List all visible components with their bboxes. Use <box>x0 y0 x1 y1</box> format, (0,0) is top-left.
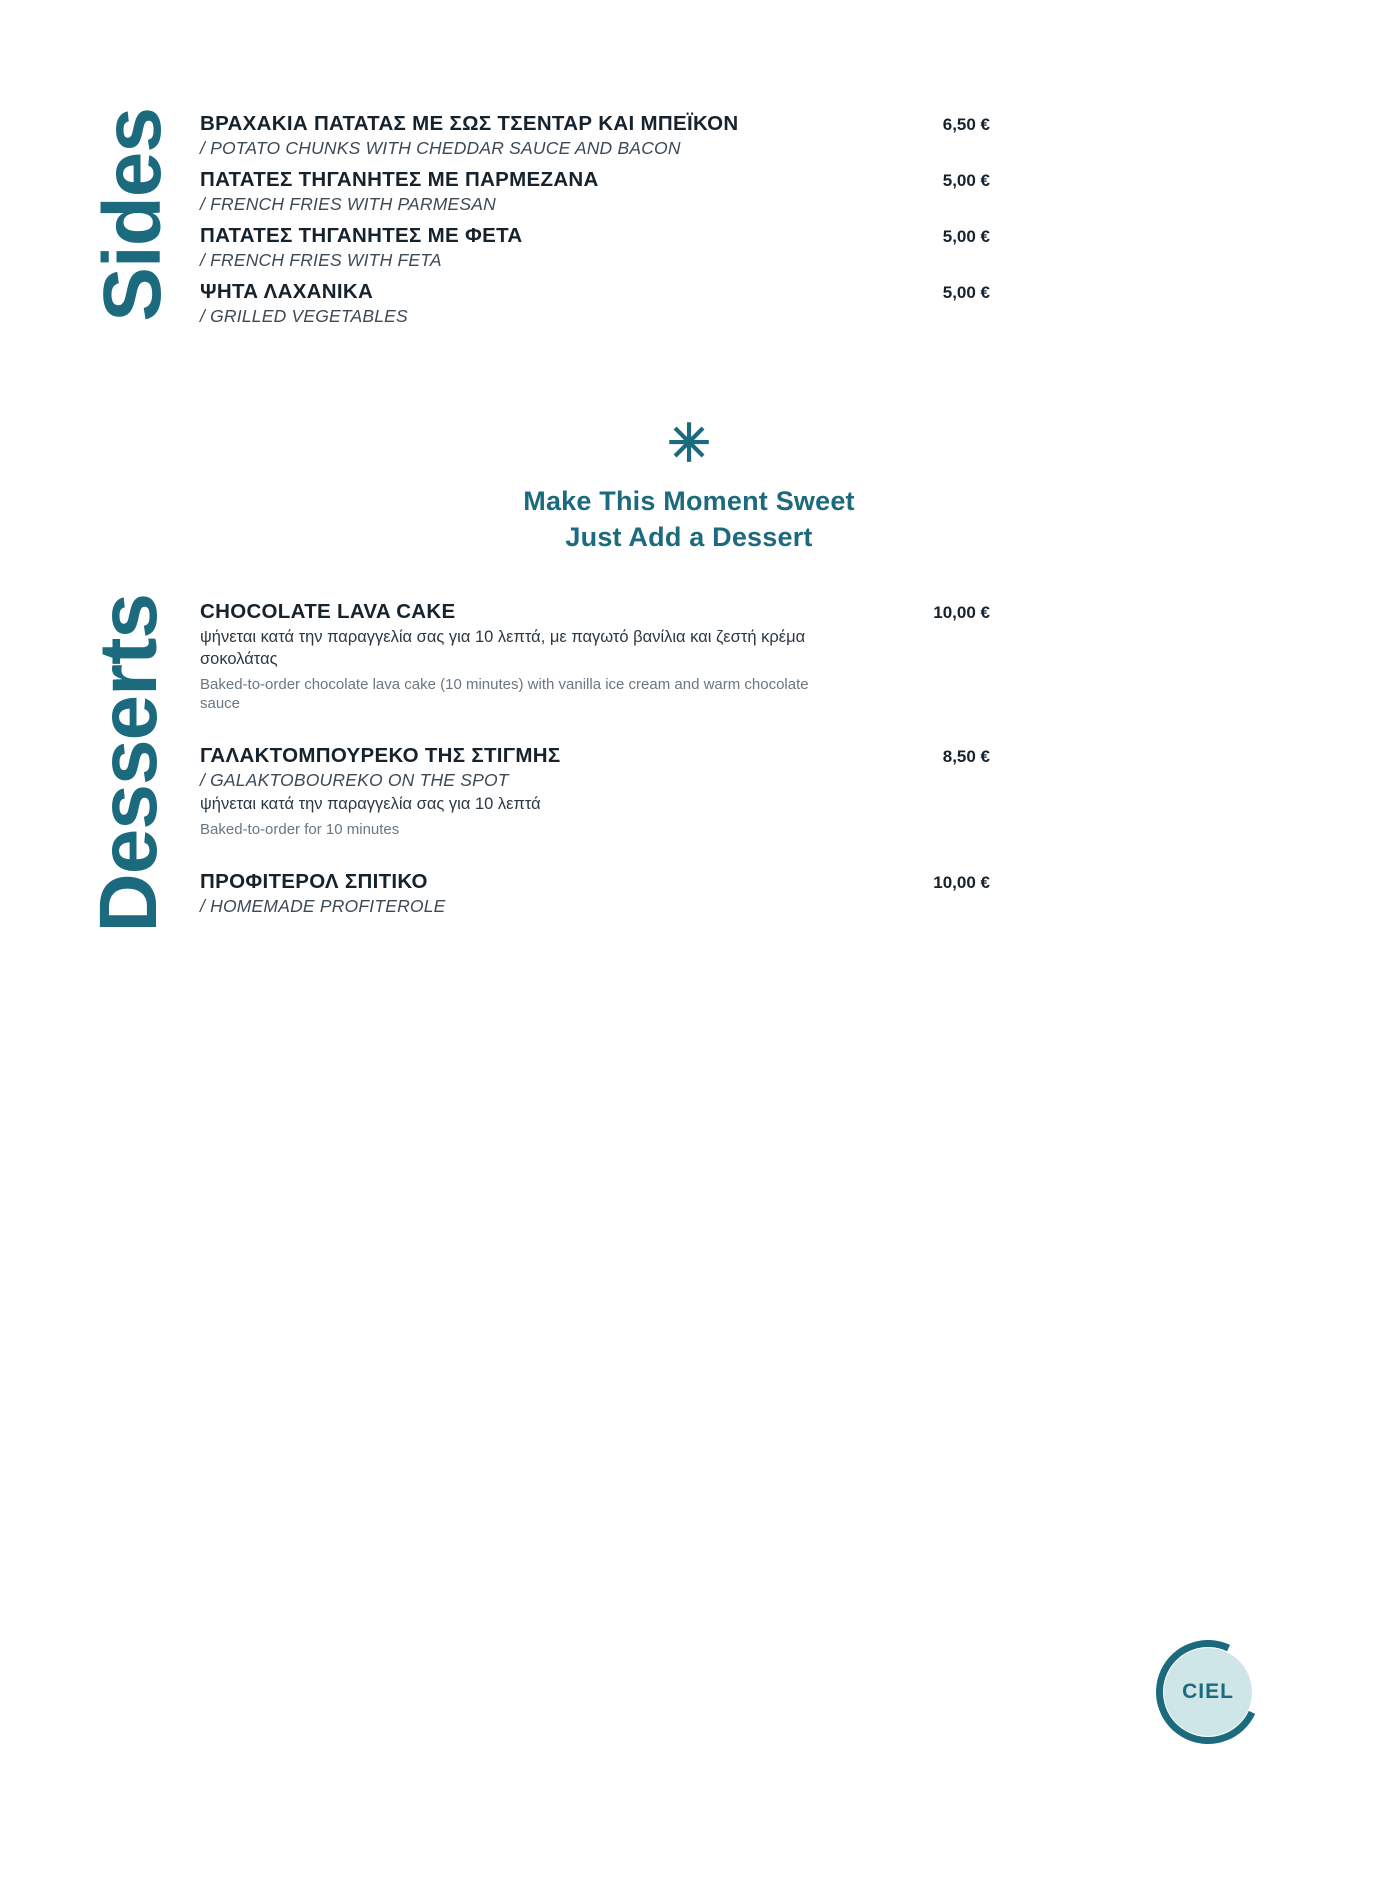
desserts-section <box>200 600 990 947</box>
promo-line-2: Just Add a Dessert <box>565 521 813 552</box>
menu-item-description-gr: ψήνεται κατά την παραγγελία σας για 10 λεπτά <box>200 795 541 814</box>
menu-item <box>200 870 990 917</box>
menu-item-head <box>200 744 990 768</box>
menu-item-name: CHOCOLATE LAVA CAKE <box>200 600 456 623</box>
asterisk-icon: ✳ <box>667 415 711 473</box>
menu-item-name: ΨΗΤΑ ΛΑΧΑΝΙΚΑ <box>200 280 374 303</box>
menu-item <box>200 168 990 215</box>
promo-line-1: Make This Moment Sweet <box>523 486 855 516</box>
menu-item-head <box>200 280 990 304</box>
section-label-sides: Sides <box>87 108 178 322</box>
menu-item <box>200 744 990 840</box>
menu-item-name: ΓΑΛΑΚΤΟΜΠΟΥΡΕΚΟ ΤΗΣ ΣΤΙΓΜΗΣ <box>200 744 561 768</box>
menu-item-name: ΠΡΟΦΙΤΕΡΟΛ ΣΠΙΤΙΚΟ <box>200 869 428 893</box>
menu-item-price: 6,50 € <box>942 115 990 134</box>
menu-item-name: ΒΡΑΧΑΚΙΑ ΠΑΤΑΤΑΣ ΜΕ ΣΩΣ ΤΣΕΝΤΑΡ ΚΑΙ ΜΠΕΪΚΟΝ <box>200 112 739 135</box>
menu-item-price: 5,00 € <box>942 283 990 302</box>
dessert-promo <box>0 415 1378 555</box>
menu-item-description-en: Baked-to-order chocolate lava cake (10 minutes) with vanilla ice cream and warm chocolate sauce <box>200 675 809 713</box>
ciel-logo <box>1156 1640 1260 1744</box>
menu-item-subtitle: / GRILLED VEGETABLES <box>200 306 408 326</box>
menu-item-head <box>200 224 990 248</box>
menu-item-price: 8,50 € <box>942 747 990 767</box>
menu-item <box>200 112 990 159</box>
menu-item-subtitle: / FRENCH FRIES WITH FETA <box>200 250 442 270</box>
menu-item-description-en: Baked-to-order for 10 minutes <box>200 820 400 838</box>
menu-item-price: 10,00 € <box>933 603 990 622</box>
menu-item-name: ΠΑΤΑΤΕΣ ΤΗΓΑΝΗΤΕΣ ΜΕ ΦΕΤΑ <box>200 224 523 247</box>
menu-item-head <box>200 600 990 624</box>
menu-item-price: 5,00 € <box>942 227 990 246</box>
menu-item-subtitle: / FRENCH FRIES WITH PARMESAN <box>200 194 496 214</box>
menu-item-head <box>200 168 990 192</box>
menu-item-subtitle: / GALAKTOBOUREKO ON THE SPOT <box>200 770 509 791</box>
menu-item-price: 5,00 € <box>942 171 990 190</box>
menu-item-head <box>200 112 990 136</box>
menu-item-name: ΠΑΤΑΤΕΣ ΤΗΓΑΝΗΤΕΣ ΜΕ ΠΑΡΜΕΖΑΝΑ <box>200 168 599 191</box>
menu-item-subtitle: / POTATO CHUNKS WITH CHEDDAR SAUCE AND BACON <box>200 138 681 158</box>
menu-item <box>200 280 990 327</box>
sides-section <box>200 112 990 336</box>
promo-text <box>0 484 1378 555</box>
menu-item-head <box>200 870 990 894</box>
menu-item <box>200 600 990 714</box>
logo-text: CIEL <box>1182 1680 1234 1703</box>
menu-item-price: 10,00 € <box>933 872 990 892</box>
section-label-desserts: Desserts <box>83 594 174 933</box>
menu-item-description-gr: ψήνεται κατά την παραγγελία σας για 10 λεπτά, με παγωτό βανίλια και ζεστή κρέμα σοκολάτας <box>200 628 806 668</box>
menu-item <box>200 224 990 271</box>
menu-item-subtitle: / HOMEMADE PROFITEROLE <box>200 895 446 916</box>
